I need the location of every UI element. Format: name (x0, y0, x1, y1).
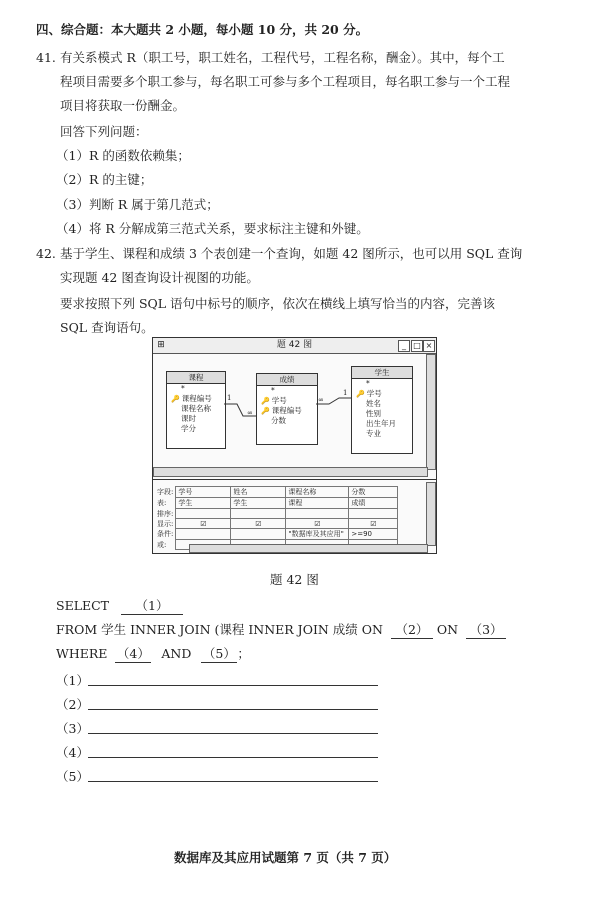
relationship-lines (153, 338, 436, 479)
grid-row-label: 表: (157, 499, 167, 507)
grid-row-label: 显示: (157, 519, 174, 528)
rel-label: 1 (343, 389, 348, 397)
sql-semicolon: ； (237, 646, 250, 661)
grid-row-label: 或: (157, 540, 167, 549)
grid-cell-criteria[interactable] (231, 529, 286, 540)
sql-keyword: AND (161, 646, 192, 661)
grid-row-label: 字段: (157, 488, 174, 496)
q41-item-1: （1）R 的函数依赖集； (56, 148, 190, 163)
table-header-course: 课程 (167, 372, 225, 384)
q41-item-3: （3）判断 R 属于第几范式； (56, 197, 219, 212)
answer-line-3[interactable] (88, 732, 378, 734)
vertical-scrollbar[interactable] (426, 354, 436, 470)
grid-cell-field[interactable]: 姓名 (231, 487, 286, 498)
answer-line-4[interactable] (88, 756, 378, 758)
close-icon[interactable]: × (423, 340, 435, 352)
answer-line-1[interactable] (88, 684, 378, 686)
answer-line-2[interactable] (88, 708, 378, 710)
sql-from-text: FROM 学生 INNER JOIN (课程 INNER JOIN 成绩 ON (56, 622, 383, 637)
grid-cell-sort[interactable] (349, 509, 398, 519)
field-item: 分数 (271, 416, 286, 425)
grid-cell-table[interactable]: 学生 (231, 498, 286, 509)
answer-label-1: （1） (56, 673, 89, 688)
field-item: 学分 (181, 424, 196, 433)
figure-caption: 题 42 图 (270, 572, 319, 587)
rel-label: 1 (227, 394, 232, 402)
grid-cell-field[interactable]: 学号 (176, 487, 231, 498)
show-checkbox[interactable]: ☑ (176, 519, 231, 529)
key-icon: 🔑 (261, 397, 270, 405)
show-checkbox[interactable]: ☑ (349, 519, 398, 529)
grid-cell-criteria[interactable] (176, 529, 231, 540)
window-app-icon: ⊞ (157, 340, 165, 350)
grid-vertical-scrollbar[interactable] (426, 482, 436, 546)
key-icon: 🔑 (171, 395, 180, 403)
q41-prompt: 回答下列问题： (60, 124, 148, 139)
answer-label-4: （4） (56, 745, 89, 760)
grid-cell-table[interactable]: 成绩 (349, 498, 398, 509)
key-icon: 🔑 (356, 390, 365, 398)
field-item: * (271, 386, 275, 395)
field-item-key: 🔑 课程编号 (171, 394, 212, 403)
grid-cell-sort[interactable] (286, 509, 349, 519)
grid-row-label: 排序: (157, 509, 174, 518)
grid-cell-sort[interactable] (176, 509, 231, 519)
q41-line-2: 程项目需要多个职工参与，每名职工可参与多个工程项目，每名职工参与一个工程 (60, 74, 511, 89)
grid-cell-field[interactable]: 分数 (349, 487, 398, 498)
sql-select-line (56, 598, 183, 615)
field-item: 专业 (366, 429, 381, 438)
sql-blank-3[interactable]: （3） (466, 622, 506, 639)
rel-label: ∞ (318, 396, 324, 404)
field-item: 性别 (366, 409, 381, 418)
grid-cell-criteria[interactable]: >=90 (349, 529, 398, 540)
sql-where-line (56, 646, 250, 663)
window-title: 题 42 图 (276, 340, 313, 350)
q41-item-4: （4）将 R 分解成第三范式关系，要求标注主键和外键。 (56, 221, 369, 236)
answer-label-5: （5） (56, 769, 89, 784)
q41-line-1: 有关系模式 R（职工号，职工姓名，工程代号，工程名称，酬金）。其中，每个工 (60, 50, 505, 65)
maximize-icon[interactable]: □ (411, 340, 423, 352)
sql-blank-4[interactable]: （4） (116, 646, 150, 661)
field-item: * (181, 384, 185, 393)
field-item: * (366, 379, 370, 388)
answer-line-5[interactable] (88, 780, 378, 782)
page-footer: 数据库及其应用试题第 7 页（共 7 页） (174, 850, 397, 865)
sql-blank-1[interactable]: （1） (121, 598, 183, 615)
table-header-score: 成绩 (257, 374, 317, 386)
q42-line-3: 要求按照下列 SQL 语句中标号的顺序，依次在横线上填写恰当的内容，完善该 (60, 296, 496, 311)
grid-horizontal-scrollbar[interactable] (189, 544, 428, 553)
answer-label-3: （3） (56, 721, 89, 736)
minimize-icon[interactable]: _ (398, 340, 410, 352)
q41-number: 41. (36, 50, 56, 65)
rel-label: ∞ (247, 409, 253, 417)
sql-blank-5[interactable]: （5） (202, 646, 236, 661)
q41-line-3: 项目将获取一份酬金。 (60, 98, 186, 113)
field-item: 课时 (181, 414, 196, 423)
sql-from-line (56, 622, 506, 639)
field-item-key: 🔑 课程编号 (261, 406, 302, 415)
q42-line-4: SQL 查询语句。 (60, 320, 154, 335)
sql-keyword: WHERE (56, 646, 108, 661)
show-checkbox[interactable]: ☑ (286, 519, 349, 529)
q42-line-2: 实现题 42 图查询设计视图的功能。 (60, 270, 259, 285)
q42-number: 42. (36, 246, 56, 261)
sql-keyword: ON (436, 622, 459, 637)
answer-label-2: （2） (56, 697, 89, 712)
field-item-key: 🔑 学号 (261, 396, 287, 405)
grid-row-label: 条件: (157, 530, 174, 538)
design-grid (153, 479, 436, 554)
query-design-window (152, 337, 437, 554)
grid-cell-field[interactable]: 课程名称 (286, 487, 349, 498)
grid-cell-table[interactable]: 学生 (176, 498, 231, 509)
q41-item-2: （2）R 的主键； (56, 172, 153, 187)
grid-cell-table[interactable]: 课程 (286, 498, 349, 509)
show-checkbox[interactable]: ☑ (231, 519, 286, 529)
q42-line-1: 基于学生、课程和成绩 3 个表创建一个查询，如题 42 图所示，也可以用 SQL 查询 (60, 246, 523, 261)
table-header-student: 学生 (352, 367, 412, 379)
field-item: 课程名称 (181, 404, 211, 413)
section-heading: 四、综合题：本大题共 2 小题，每小题 10 分，共 20 分。 (36, 22, 369, 37)
horizontal-scrollbar[interactable] (153, 467, 428, 477)
sql-keyword: SELECT (56, 598, 110, 613)
grid-cell-criteria[interactable]: "数据库及其应用" (286, 529, 349, 540)
sql-blank-2[interactable]: （2） (391, 622, 433, 639)
grid-cell-sort[interactable] (231, 509, 286, 519)
key-icon: 🔑 (261, 407, 270, 415)
field-item: 出生年月 (366, 419, 396, 428)
field-item: 姓名 (366, 399, 381, 408)
field-item-key: 🔑 学号 (356, 389, 382, 398)
